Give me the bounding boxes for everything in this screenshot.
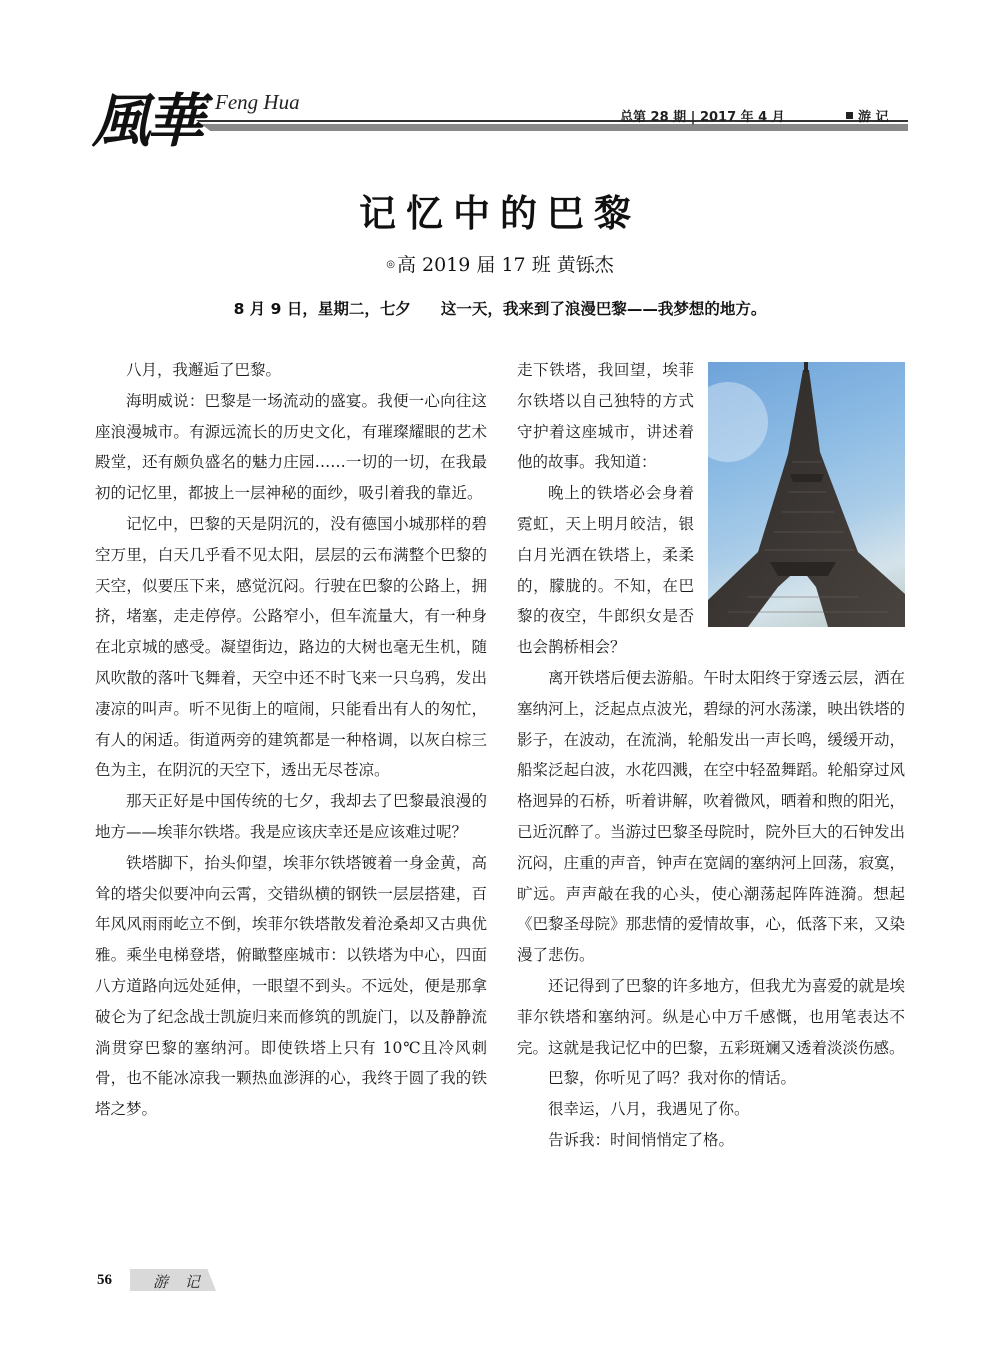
eiffel-tower-icon: [708, 362, 905, 627]
paragraph: 那天正好是中国传统的七夕，我却去了巴黎最浪漫的地方——埃菲尔铁塔。我是应该庆幸还是应该难过呢？: [95, 792, 487, 841]
article-title: 记忆中的巴黎: [359, 192, 641, 235]
paragraph: 铁塔脚下，抬头仰望，埃菲尔铁塔镀着一身金黄，高耸的塔尖似要冲向云霄，交错纵横的钢铁一层层搭建，百年风风雨雨屹立不倒，埃菲尔铁塔散发着沧桑却又古典优雅。乘坐电梯登塔，俯瞰整座城市：以铁塔为中心，四面八方道路向远处延伸，一眼望不到头。不远处，便是那拿破仑为了纪念战士凯旋归来而修筑的凯旋门，以及静静流淌贯穿巴黎的塞纳河。即使铁塔上只有 10℃且冷风刺骨，也不能冰凉我一颗热血澎湃的心，我终于圆了我的铁塔之梦。: [95, 853, 487, 1119]
author-name: 高 2019 届 17 班 黄铄杰: [397, 254, 614, 276]
magazine-logo: 風華: [92, 87, 201, 155]
paragraph: 告诉我：时间悄悄定了格。: [548, 1130, 735, 1149]
subhead-date: 8 月 9 日，星期二，七夕: [233, 300, 411, 318]
article-author: [0, 250, 1000, 277]
paragraph: 海明威说：巴黎是一场流动的盛宴。我便一心向往这座浪漫城市。有源远流长的历史文化，有璀璨耀眼的艺术殿堂，还有颇负盛名的魅力庄园……一切的一切，在我最初的记忆里，都披上一层神秘的面纱，吸引着我的靠近。: [95, 391, 487, 503]
paragraph: 走下铁塔，我回望，埃菲尔铁塔以自己独特的方式守护着这座城市，讲述着他的故事。我知道：: [517, 361, 694, 472]
article-subhead: [0, 297, 1000, 319]
eiffel-tower-photo: [708, 362, 905, 627]
paragraph: 离开铁塔后便去游船。午时太阳终于穿透云层，洒在塞纳河上，泛起点点波光，碧绿的河水荡漾，映出铁塔的影子，在波动，在流淌，轮船发出一声长鸣，缓缓开动，船桨泛起白波，水花四溅，在空中轻盈舞蹈。轮船穿过风格迥异的石桥，听着讲解，吹着微风，晒着和煦的阳光，已近沉醉了。当游过巴黎圣母院时，院外巨大的石钟发出沉闷，庄重的声音，钟声在宽阔的塞纳河上回荡，寂寞，旷远。声声敲在我的心头，使心潮荡起阵阵涟漪。想起《巴黎圣母院》那悲情的爱情故事，心，低落下来，又染漫了悲伤。: [517, 668, 905, 965]
paragraph: 八月，我邂逅了巴黎。: [126, 361, 282, 379]
square-bullet-icon: [846, 112, 853, 119]
paragraph: 巴黎，你听见了吗？我对你的情话。: [548, 1069, 797, 1088]
right-column: [517, 355, 905, 1156]
paragraph: 记忆中，巴黎的天是阴沉的，没有德国小城那样的碧空万里，白天几乎看不见太阳，层层的云布满整个巴黎的天空，似要压下来，感觉沉闷。行驶在巴黎的公路上，拥挤，堵塞，走走停停。公路窄小，但车流量大，有一种身在北京城的感受。凝望街边，路边的大树也毫无生机，随风吹散的落叶飞舞着，天空中还不时飞来一只乌鸦，发出凄凉的叫声。听不见街上的喧闹，只能看出有人的匆忙，有人的闲适。街道两旁的建筑都是一种格调，以灰白棕三色为主，在阴沉的天空下，透出无尽苍凉。: [95, 514, 487, 780]
left-column: [95, 355, 487, 1125]
author-mark-icon: ◎: [386, 259, 395, 270]
magazine-english-name: · Feng Hua: [204, 90, 300, 114]
issue-info: 总第 28 期 | 2017 年 4 月: [620, 110, 785, 125]
paragraph: 晚上的铁塔必会身着霓虹，天上明月皎洁，银白月光洒在铁塔上，柔柔的，朦胧的。不知，在巴黎的夜空，牛郎织女是否也会鹊桥相会？: [517, 484, 694, 657]
paragraph: 还记得到了巴黎的许多地方，但我尤为喜爱的就是埃菲尔铁塔和塞纳河。纵是心中万千感慨，也用笔表达不完。这就是我记忆中的巴黎，五彩斑斓又透着淡淡伤感。: [517, 976, 905, 1057]
subhead-text: 这一天，我来到了浪漫巴黎——我梦想的地方。: [440, 300, 767, 318]
paragraph: 很幸运，八月，我遇见了你。: [548, 1100, 750, 1119]
section-tag: [846, 106, 889, 125]
folio-section-label: 游 记: [153, 1273, 206, 1291]
english-name-text: Feng Hua: [215, 90, 300, 114]
section-tag-label: 游 记: [858, 110, 889, 125]
page-number: 56: [97, 1272, 112, 1288]
header-rule: [196, 120, 908, 131]
